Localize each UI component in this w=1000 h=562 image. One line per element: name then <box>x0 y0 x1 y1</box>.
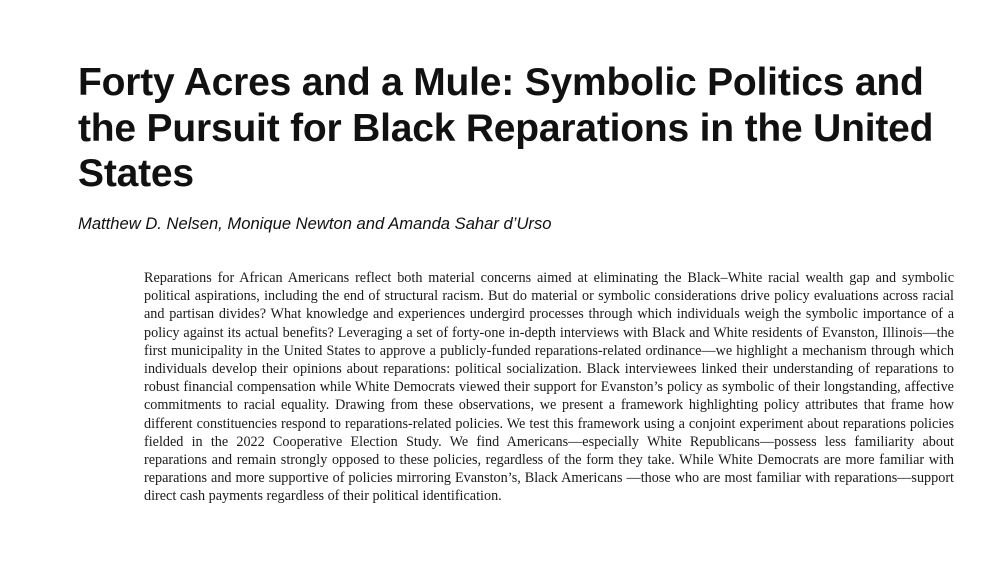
paper-authors: Matthew D. Nelsen, Monique Newton and Amanda Sahar d’Urso <box>78 214 552 233</box>
paper-abstract: Reparations for African Americans reflect both material concerns aimed at eliminating the Black–White racial wealth gap and symbolic political aspirations, including the end of structural racism. But do material or symbolic considerations drive policy evaluations across racial and partisan divides? What knowledge and experiences undergird processes through which individuals weigh the symbolic importance of a policy against its actual benefits? Leveraging a set of forty-one in-depth interviews with Black and White residents of Evanston, Illinois—the first municipality in the United States to approve a publicly-funded reparations-related ordinance—we highlight a mechanism through which individuals develop their opinions about reparations: political socialization. Black interviewees linked their understanding of reparations to robust financial compensation while White Democrats viewed their support for Evanston’s policy as symbolic of their longstanding, affective commitments to racial equality. Drawing from these observations, we present a framework highlighting policy attributes that frame how different constituencies respond to reparations-related policies. We test this framework using a conjoint experiment about reparations policies fielded in the 2022 Cooperative Election Study. We find Americans—especially White Republicans—possess less familiarity about reparations and remain strongly opposed to these policies, regardless of the form they take. While White Democrats are more familiar with reparations and more supportive of policies mirroring Evanston’s, Black Americans —those who are most familiar with reparations—support direct cash payments regardless of their political identification. <box>144 270 954 505</box>
paper-title: Forty Acres and a Mule: Symbolic Politics and the Pursuit for Black Reparations in the United States <box>78 61 934 195</box>
